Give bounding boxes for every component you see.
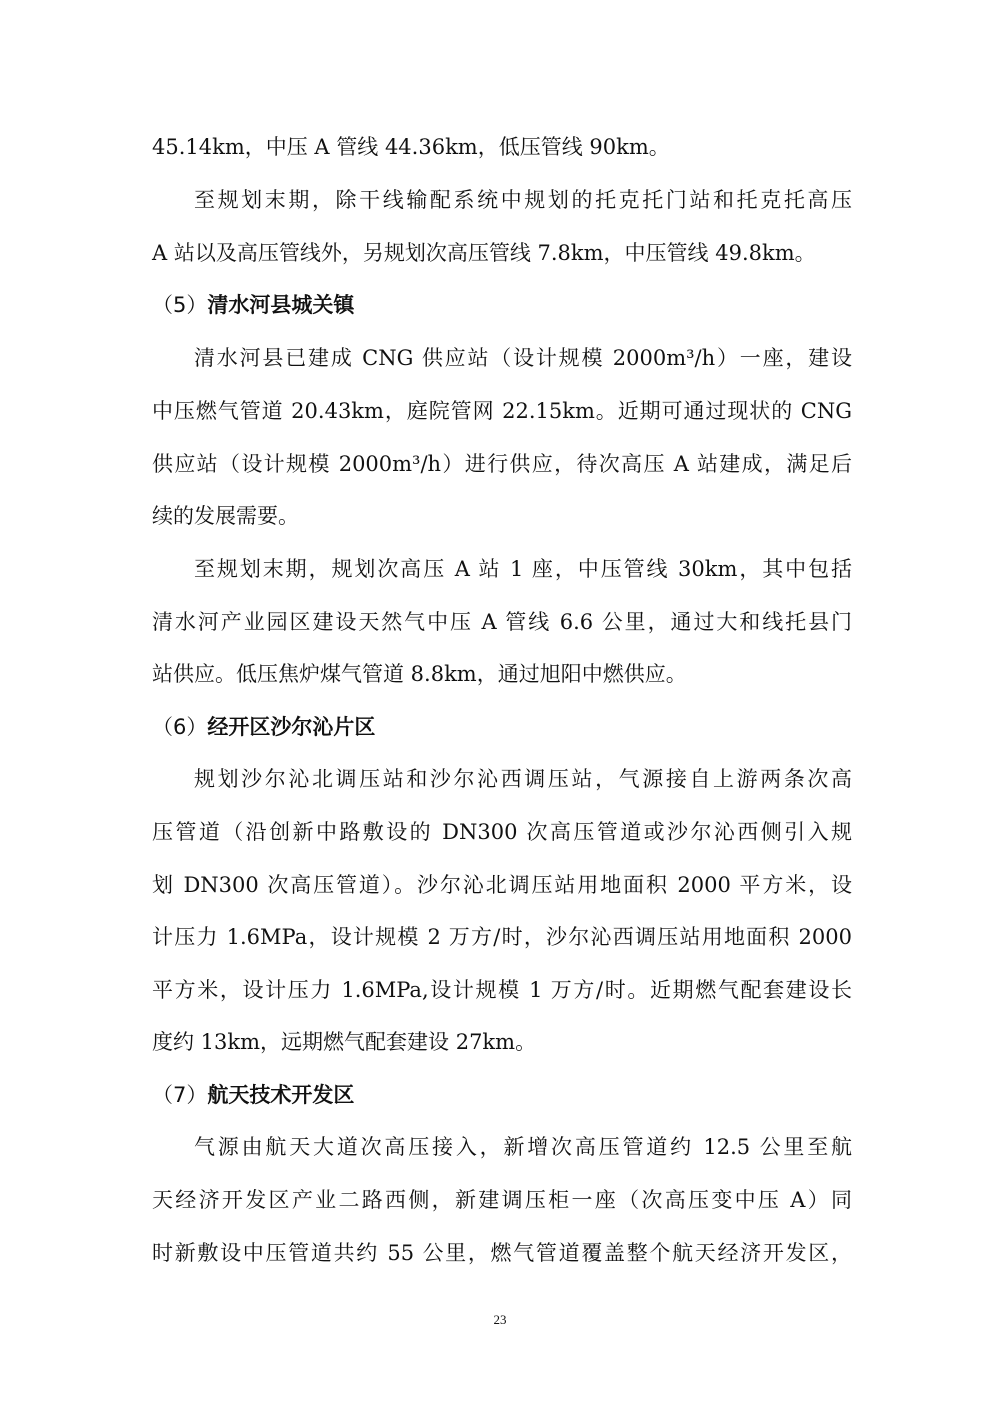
heading-title: 清水河县城关镇	[207, 293, 355, 317]
heading-number: （6）	[152, 715, 208, 739]
paragraph-line: 压管道（沿创新中路敷设的 DN300 次高压管道或沙尔沁西侧引入规	[152, 820, 852, 844]
paragraph-line: A 站以及高压管线外，另规划次高压管线 7.8km，中压管线 49.8km。	[152, 241, 816, 265]
section-heading-5	[152, 285, 354, 325]
paragraph-line: 平方米，设计压力 1.6MPa,设计规模 1 万方/时。近期燃气配套建设长	[152, 978, 852, 1002]
paragraph-line: 天经济开发区产业二路西侧，新建调压柜一座（次高压变中压 A）同	[152, 1188, 852, 1212]
heading-number: （5）	[152, 293, 208, 317]
heading-number: （7）	[152, 1083, 208, 1107]
paragraph-line: 续的发展需要。	[152, 504, 299, 528]
paragraph-line: 度约 13km，远期燃气配套建设 27km。	[152, 1030, 537, 1054]
paragraph-line: 清水河产业园区建设天然气中压 A 管线 6.6 公里，通过大和线托县门	[152, 610, 852, 634]
paragraph-line: 划 DN300 次高压管道）。沙尔沁北调压站用地面积 2000 平方米，设	[152, 873, 852, 897]
paragraph-line: 站供应。低压焦炉煤气管道 8.8km，通过旭阳中燃供应。	[152, 662, 687, 686]
heading-title: 经开区沙尔沁片区	[207, 715, 376, 739]
paragraph-line: 时新敷设中压管道共约 55 公里，燃气管道覆盖整个航天经济开发区，	[152, 1241, 852, 1265]
paragraph-line: 清水河县已建成 CNG 供应站（设计规模 2000m³/h）一座，建设	[194, 346, 852, 370]
paragraph-line: 气源由航天大道次高压接入，新增次高压管道约 12.5 公里至航	[194, 1135, 852, 1159]
paragraph-line: 至规划末期，规划次高压 A 站 1 座，中压管线 30km，其中包括	[194, 557, 852, 581]
section-heading-7	[152, 1075, 354, 1115]
paragraph-line: 中压燃气管道 20.43km，庭院管网 22.15km。近期可通过现状的 CNG	[152, 399, 852, 423]
section-heading-6	[152, 707, 375, 747]
paragraph-line: 规划沙尔沁北调压站和沙尔沁西调压站，气源接自上游两条次高	[194, 767, 852, 791]
page-number: 23	[493, 1312, 507, 1327]
paragraph-line: 45.14km，中压 A 管线 44.36km，低压管线 90km。	[152, 135, 670, 159]
paragraph-line: 供应站（设计规模 2000m³/h）进行供应，待次高压 A 站建成，满足后	[152, 452, 852, 476]
paragraph-line: 计压力 1.6MPa，设计规模 2 万方/时，沙尔沁西调压站用地面积 2000	[152, 925, 852, 949]
paragraph-line: 至规划末期，除干线输配系统中规划的托克托门站和托克托高压	[194, 188, 852, 212]
heading-title: 航天技术开发区	[207, 1083, 355, 1107]
